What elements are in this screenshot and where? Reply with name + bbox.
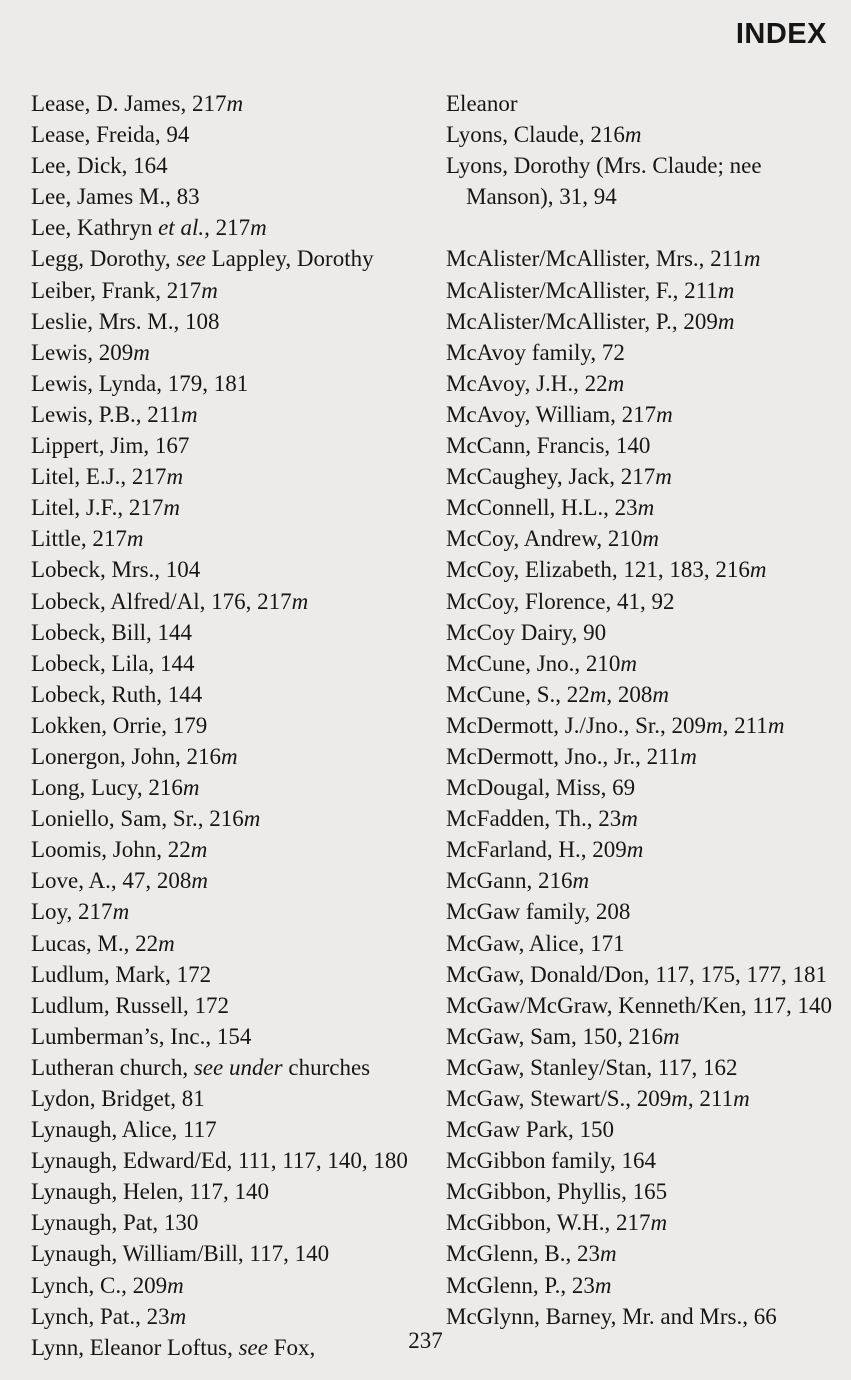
index-entry <box>31 1052 426 1083</box>
entry-text: Lappley, Dorothy <box>205 246 374 272</box>
index-entry <box>31 1145 426 1176</box>
italic-text: m <box>662 1023 680 1049</box>
entry-text: McGibbon, W.H., 217 <box>446 1210 651 1236</box>
entry-text: McCoy, Florence, 41, 92 <box>446 588 675 614</box>
index-column-right <box>446 88 841 1332</box>
index-entry <box>31 461 426 492</box>
entry-text: Lease, D. James, 217 <box>31 91 227 116</box>
index-entry <box>446 461 841 492</box>
index-entry <box>31 710 426 741</box>
index-entry <box>446 648 841 679</box>
index-entry <box>446 710 841 741</box>
entry-text: McGlenn, B., 23 <box>446 1241 600 1267</box>
index-entry <box>446 399 841 430</box>
entry-text: Lyons, Dorothy (Mrs. Claude; nee Manson), 31, 94 <box>446 153 762 210</box>
italic-text: m <box>191 868 208 894</box>
entry-text: McConnell, H.L., 23 <box>446 495 638 521</box>
entry-text: Ludlum, Russell, 172 <box>31 992 230 1018</box>
index-entry <box>446 337 841 368</box>
index-entry <box>446 679 841 710</box>
index-entry <box>446 741 841 772</box>
entry-text: McGaw, Alice, 171 <box>446 930 625 956</box>
index-entry <box>31 399 426 430</box>
index-entry <box>31 959 426 990</box>
index-entry <box>31 1083 426 1114</box>
italic-text: m <box>680 743 697 769</box>
index-entry <box>31 119 426 150</box>
index-entry <box>446 523 841 554</box>
italic-text: m <box>180 401 198 427</box>
entry-text: Lynaugh, Helen, 117, 140 <box>31 1179 270 1205</box>
entry-text: McAlister/McAllister, P., 209 <box>446 308 718 334</box>
entry-text: Loniello, Sam, Sr., 216 <box>31 806 244 832</box>
italic-text: m <box>733 1086 750 1111</box>
index-entry <box>446 243 841 274</box>
entry-text: Lokken, Orrie, 179 <box>31 712 208 738</box>
index-entry <box>31 586 426 617</box>
index-entry <box>31 1207 426 1238</box>
index-entry <box>31 741 426 772</box>
entry-text: McGaw family, 208 <box>446 899 631 925</box>
index-entry <box>31 865 426 896</box>
entry-text: Litel, J.F., 217 <box>31 495 164 521</box>
italic-text: see <box>238 1334 268 1360</box>
entry-text: McGlynn, Barney, Mr. and Mrs., 66 <box>446 1303 777 1329</box>
index-entry <box>31 990 426 1021</box>
italic-text: m <box>671 1086 688 1111</box>
entry-text: Lynaugh, Alice, 117 <box>31 1117 217 1143</box>
entry-text: churches <box>282 1054 371 1080</box>
entry-text: McGaw, Stanley/Stan, 117, 162 <box>446 1054 738 1080</box>
entry-text: Lynaugh, Edward/Ed, 111, 117, 140, 180 <box>31 1148 408 1174</box>
entry-text: Leiber, Frank, 217 <box>31 277 202 303</box>
italic-text: m <box>767 712 785 738</box>
entry-text: Litel, E.J., 217 <box>31 464 167 490</box>
index-entry <box>446 306 841 337</box>
index-entry <box>446 990 841 1021</box>
entry-text: Lynaugh, William/Bill, 117, 140 <box>31 1241 330 1267</box>
index-entry <box>446 1145 841 1176</box>
entry-text: , 211 <box>722 712 768 738</box>
entry-text: McGaw/McGraw, Kenneth/Ken, 117, 140 <box>446 992 833 1018</box>
italic-text: m <box>650 1210 668 1236</box>
italic-text: see under <box>193 1054 283 1080</box>
italic-text: m <box>126 526 144 552</box>
entry-text: Lutheran church, <box>31 1054 194 1080</box>
index-entry <box>31 275 426 306</box>
italic-text: m <box>749 557 767 583</box>
index-entry <box>446 1021 841 1052</box>
index-entry <box>31 430 426 461</box>
italic-text: m <box>182 775 200 801</box>
italic-text: m <box>607 370 625 396</box>
italic-text: m <box>637 495 655 521</box>
entry-text: Loy, 217 <box>31 899 113 925</box>
index-entry <box>31 181 426 212</box>
italic-text: m <box>158 930 175 956</box>
index-entry <box>446 865 841 896</box>
entry-text: Lippert, Jim, 167 <box>31 433 190 459</box>
index-entry <box>446 1052 841 1083</box>
entry-text: Eleanor <box>446 91 518 116</box>
italic-text: m <box>166 464 184 490</box>
italic-text: m <box>220 743 238 769</box>
entry-text: McCoy, Elizabeth, 121, 183, 216 <box>446 557 750 583</box>
index-column-left <box>31 88 426 1363</box>
entry-text: Lynch, C., 209 <box>31 1272 168 1298</box>
entry-text: Lewis, P.B., 211 <box>31 401 181 427</box>
italic-text: see <box>176 246 206 272</box>
index-entry <box>31 150 426 181</box>
entry-text: McGibbon family, 164 <box>446 1148 656 1174</box>
italic-text: m <box>594 1272 612 1298</box>
entry-text: Lynaugh, Pat, 130 <box>31 1210 199 1236</box>
italic-text: m <box>624 122 642 148</box>
entry-text: Ludlum, Mark, 172 <box>31 961 212 987</box>
entry-text: McAlister/McAllister, Mrs., 211 <box>446 246 744 272</box>
index-entry <box>446 1270 841 1301</box>
index-entry <box>446 275 841 306</box>
italic-text: m <box>291 588 309 614</box>
entry-text: Lobeck, Bill, 144 <box>31 619 192 645</box>
entry-text: 217 <box>209 215 251 241</box>
entry-text: McGaw, Sam, 150, 216 <box>446 1023 663 1049</box>
index-entry <box>446 492 841 523</box>
index-entry <box>31 212 426 243</box>
italic-text: m <box>656 401 673 427</box>
entry-text: McFadden, Th., 23 <box>446 806 622 832</box>
index-entry <box>31 679 426 710</box>
entry-text: McAvoy, William, 217 <box>446 401 657 427</box>
entry-text: Lease, Freida, 94 <box>31 122 190 148</box>
index-entry <box>31 368 426 399</box>
index-entry <box>31 617 426 648</box>
index-entry <box>446 430 841 461</box>
index-entry <box>31 803 426 834</box>
entry-text: Lobeck, Mrs., 104 <box>31 557 201 583</box>
italic-text: m <box>163 495 180 521</box>
entry-text: McGibbon, Phyllis, 165 <box>446 1179 668 1205</box>
index-entry <box>31 88 426 119</box>
page-header-index: INDEX <box>735 18 827 50</box>
index-entry <box>446 1238 841 1269</box>
italic-text: m <box>743 246 761 272</box>
entry-text: McGann, 216 <box>446 868 573 894</box>
index-entry <box>31 896 426 927</box>
entry-text: Leslie, Mrs. M., 108 <box>31 308 220 334</box>
index-entry <box>446 119 841 150</box>
page-number: 237 <box>408 1328 443 1353</box>
entry-text: , 211 <box>687 1086 734 1111</box>
index-entry <box>31 648 426 679</box>
entry-text: McCune, Jno., 210 <box>446 650 621 676</box>
entry-text: Lynn, Eleanor Loftus, <box>31 1334 239 1360</box>
italic-text: m <box>167 1272 184 1298</box>
italic-text: m <box>652 681 669 707</box>
italic-text: m <box>169 1303 187 1329</box>
entry-text: McGlenn, P., 23 <box>446 1272 595 1298</box>
index-entry <box>446 803 841 834</box>
italic-text: m <box>133 339 150 365</box>
italic-text: et al., <box>158 215 210 241</box>
index-entry <box>31 1021 426 1052</box>
italic-text: m <box>226 91 244 116</box>
italic-text: m <box>655 464 672 490</box>
index-entry <box>31 1114 426 1145</box>
index-entry <box>31 337 426 368</box>
italic-text: m <box>717 308 735 334</box>
entry-text: Little, 217 <box>31 526 127 552</box>
entry-text: McAvoy family, 72 <box>446 339 625 365</box>
entry-text: McAvoy, J.H., 22 <box>446 370 608 396</box>
entry-text: McDermott, J./Jno., Sr., 209 <box>446 712 707 738</box>
index-entry <box>446 1114 841 1145</box>
italic-text: m <box>642 526 659 552</box>
index-entry <box>446 928 841 959</box>
index-entry <box>446 1176 841 1207</box>
index-entry <box>446 617 841 648</box>
italic-text: m <box>717 277 735 303</box>
index-entry <box>446 1207 841 1238</box>
italic-text: m <box>621 806 638 832</box>
entry-text: McCoy, Andrew, 210 <box>446 526 643 552</box>
entry-text: McCaughey, Jack, 217 <box>446 464 656 490</box>
index-entry <box>446 772 841 803</box>
index-entry <box>31 1176 426 1207</box>
entry-text: McDougal, Miss, 69 <box>446 775 636 801</box>
entry-text: McGaw, Stewart/S., 209 <box>446 1086 672 1111</box>
index-entry <box>31 772 426 803</box>
section-gap <box>446 212 841 243</box>
index-entry <box>31 928 426 959</box>
entry-text: Lewis, Lynda, 179, 181 <box>31 370 249 396</box>
entry-text: Lucas, M., 22 <box>31 930 159 956</box>
italic-text: m <box>706 712 723 738</box>
entry-text: McFarland, H., 209 <box>446 837 627 863</box>
italic-text: m <box>112 899 130 925</box>
entry-text: Fox, <box>267 1334 316 1360</box>
index-entry <box>446 896 841 927</box>
index-entry <box>31 523 426 554</box>
index-entry <box>446 834 841 865</box>
index-entry <box>446 586 841 617</box>
entry-text: Lydon, Bridget, 81 <box>31 1086 205 1111</box>
entry-text: McGaw Park, 150 <box>446 1117 614 1143</box>
italic-text: m <box>201 277 218 303</box>
entry-text: Legg, Dorothy, <box>31 246 177 272</box>
index-entry <box>446 959 841 990</box>
entry-text: Lobeck, Lila, 144 <box>31 650 195 676</box>
entry-text: Loomis, John, 22 <box>31 837 191 863</box>
entry-text: Lobeck, Ruth, 144 <box>31 681 203 707</box>
entry-text: Lynch, Pat., 23 <box>31 1303 170 1329</box>
index-entry <box>31 492 426 523</box>
entry-text: McCann, Francis, 140 <box>446 433 651 459</box>
index-entry <box>31 554 426 585</box>
index-entry <box>31 834 426 865</box>
index-entry <box>31 1238 426 1269</box>
entry-text: Lee, Kathryn <box>31 215 159 241</box>
entry-text: McCoy Dairy, 90 <box>446 619 607 645</box>
italic-text: m <box>626 837 644 863</box>
entry-text: McGaw, Donald/Don, 117, 175, 177, 181 <box>446 961 827 987</box>
entry-text: Lumberman’s, Inc., 154 <box>31 1023 252 1049</box>
entry-text: Lee, Dick, 164 <box>31 153 168 179</box>
entry-text: Love, A., 47, 208 <box>31 868 192 894</box>
italic-text: m <box>599 1241 617 1267</box>
index-entry <box>446 368 841 399</box>
entry-text: Lewis, 209 <box>31 339 134 365</box>
entry-text: Lonergon, John, 216 <box>31 743 221 769</box>
entry-text: Lyons, Claude, 216 <box>446 122 625 148</box>
index-entry <box>31 306 426 337</box>
index-entry <box>446 554 841 585</box>
entry-text: McAlister/McAllister, F., 211 <box>446 277 718 303</box>
italic-text: m <box>620 650 638 676</box>
italic-text: m <box>190 837 208 863</box>
entry-text: Lobeck, Alfred/Al, 176, 217 <box>31 588 292 614</box>
italic-text: m <box>243 806 261 832</box>
index-entry <box>446 88 841 119</box>
entry-text: McDermott, Jno., Jr., 211 <box>446 743 681 769</box>
italic-text: m <box>589 681 607 707</box>
index-entry <box>31 1270 426 1301</box>
entry-text: Lee, James M., 83 <box>31 184 200 210</box>
entry-text: McCune, S., 22 <box>446 681 590 707</box>
italic-text: m <box>572 868 590 894</box>
index-entry <box>446 150 841 212</box>
entry-text: , 208 <box>606 681 653 707</box>
italic-text: m <box>250 215 267 241</box>
entry-text: Long, Lucy, 216 <box>31 775 183 801</box>
index-entry <box>31 243 426 274</box>
index-entry <box>446 1083 841 1114</box>
